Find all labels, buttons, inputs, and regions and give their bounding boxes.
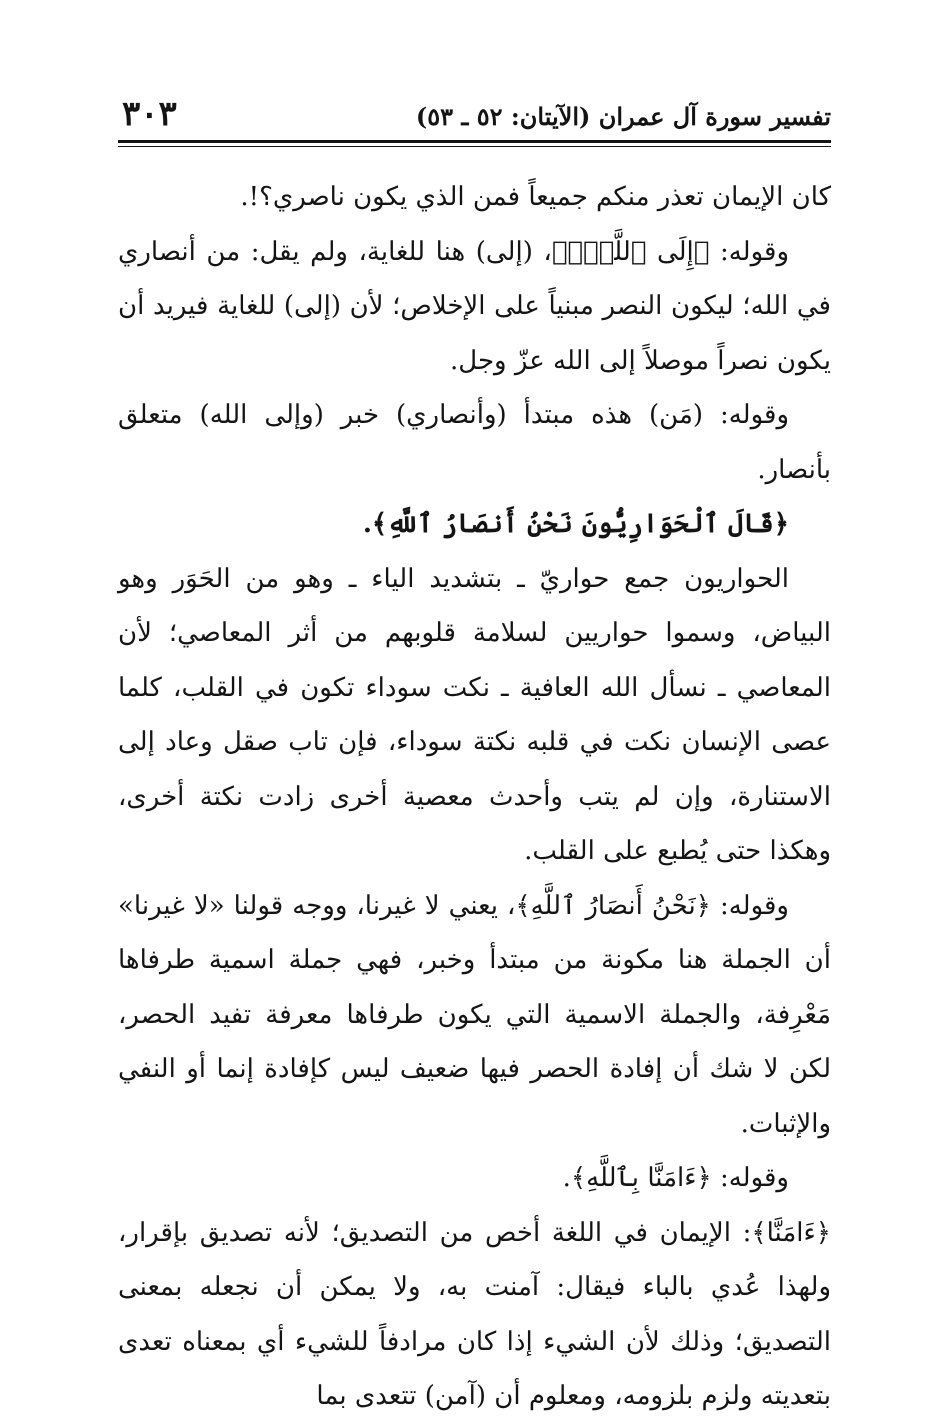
body-text [118, 170, 831, 1424]
page-header [118, 92, 831, 138]
paragraph: وقوله: ﴿ءَامَنَّا بِٱللَّهِ﴾. [562, 1163, 789, 1193]
paragraph: وقوله: ﴿نَحْنُ أَنصَارُ ٱللَّهِ﴾، يعني لا غيرنا، ووجه قولنا «لا غيرنا» أن الجملة هنا مكونة من مبتدأ وخبر، فهي جملة اسمية طرفاها مَعْرِفة، والجملة الاسمية التي يكون طرفاها معرفة تفيد الحصر، لكن لا شك أن إفادة الحصر فيها ضعيف ليس كإفادة إنما أو النفي والإثبات. [118, 890, 831, 1139]
paragraph: ﴿ءَامَنَّا﴾: الإيمان في اللغة أخص من التصديق؛ لأنه تصديق بإقرار، ولهذا عُدي بالباء فيقال: آمنت به، ولا يمكن أن نجعله بمعنى التصديق؛ وذلك لأن الشيء إذا كان مرادفاً للشيء أي بمعناه تعدى بتعديته ولزم بلزومه، ومعلوم أن (آمن) تتعدى بما [118, 1217, 831, 1411]
paragraph: وقوله: (مَن) هذه مبتدأ (وأنصاري) خبر (وإلى الله) متعلق بأنصار. [118, 400, 831, 485]
page-number: ٣٠٣ [122, 94, 177, 134]
paragraph: كان الإيمان تعذر منكم جميعاً فمن الذي يكون ناصري؟!. [240, 182, 831, 212]
running-title: تفسير سورة آل عمران (الآيتان: ٥٢ ـ ٥٣) [415, 102, 831, 131]
header-rule-thin [118, 146, 831, 147]
header-rule [118, 140, 831, 143]
paragraph: وقوله: ﴿إِلَى ٱللَّهِۖ﴾، (إلى) هنا للغاية، ولم يقل: من أنصاري في الله؛ ليكون النصر مبنياً على الإخلاص؛ لأن (إلى) للغاية فيريد أن يكون نصراً موصلاً إلى الله عزّ وجل. [118, 236, 831, 376]
paragraph: الحواريون جمع حواريّ ـ بتشديد الياء ـ وهو من الحَوَر وهو البياض، وسموا حواريين لسلامة قلوبهم من أثر المعاصي؛ لأن المعاصي ـ نسأل الله العافية ـ نكت سوداء تكون في القلب، كلما عصى الإنسان نكت في قلبه نكتة سوداء، فإن تاب صقل وعاد إلى الاستنارة، وإن لم يتب وأحدث معصية أخرى زادت نكتة أخرى، وهكذا حتى يُطبع على القلب. [118, 563, 831, 866]
verse-quote: ﴿قَالَ ٱلْحَوَارِيُّونَ نَحْنُ أَنصَارُ ٱللَّهِ﴾. [362, 509, 789, 539]
